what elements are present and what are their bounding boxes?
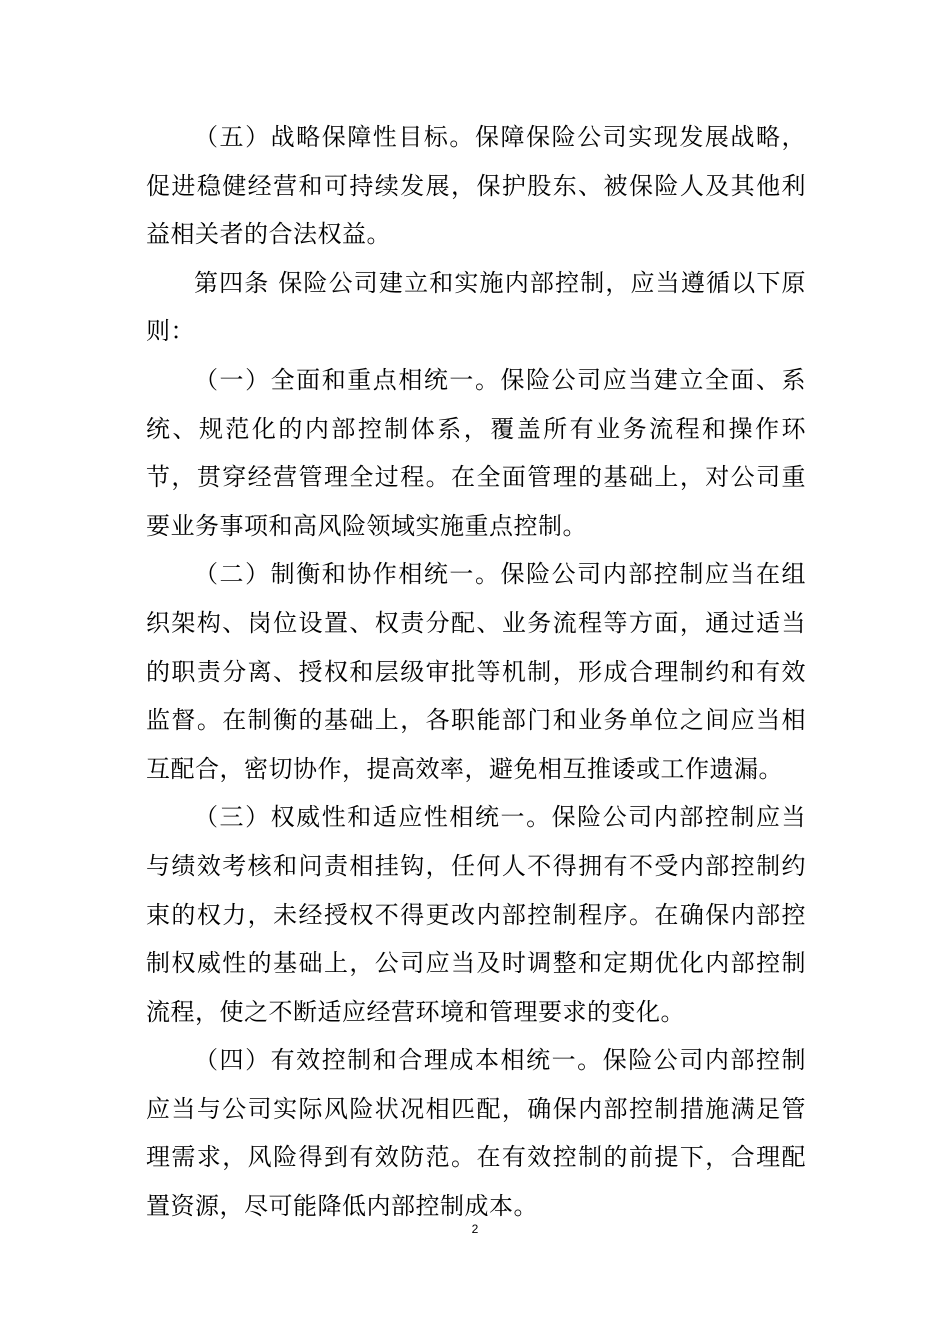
- document-body: [146, 113, 806, 1231]
- paragraph-strategic-goal: （五）战略保障性目标。保障保险公司实现发展战略，促进稳健经营和可持续发展，保护股东、被保险人及其他利益相关者的合法权益。: [146, 123, 806, 249]
- paragraph-principle-one: （一）全面和重点相统一。保险公司应当建立全面、系统、规范化的内部控制体系，覆盖所有业务流程和操作环节，贯穿经营管理全过程。在全面管理的基础上，对公司重要业务事项和高风险领域实施重点控制。: [146, 365, 806, 540]
- paragraph-principle-four: （四）有效控制和合理成本相统一。保险公司内部控制应当与公司实际风险状况相匹配，确保内部控制措施满足管理需求，风险得到有效防范。在有效控制的前提下，合理配置资源，尽可能降低内部控制成本。: [146, 1046, 806, 1221]
- paragraph-article-four: 第四条 保险公司建立和实施内部控制，应当遵循以下原则：: [146, 268, 806, 346]
- paragraph-principle-two: （二）制衡和协作相统一。保险公司内部控制应当在组织架构、岗位设置、权责分配、业务流程等方面，通过适当的职责分离、授权和层级审批等机制，形成合理制约和有效监督。在制衡的基础上，各职能部门和业务单位之间应当相互配合，密切协作，提高效率，避免相互推诿或工作遗漏。: [146, 560, 806, 783]
- paragraph-principle-three: （三）权威性和适应性相统一。保险公司内部控制应当与绩效考核和问责相挂钩，任何人不得拥有不受内部控制约束的权力，未经授权不得更改内部控制程序。在确保内部控制权威性的基础上，公司应当及时调整和定期优化内部控制流程，使之不断适应经营环境和管理要求的变化。: [146, 803, 806, 1026]
- page-number: 2: [471, 1222, 479, 1236]
